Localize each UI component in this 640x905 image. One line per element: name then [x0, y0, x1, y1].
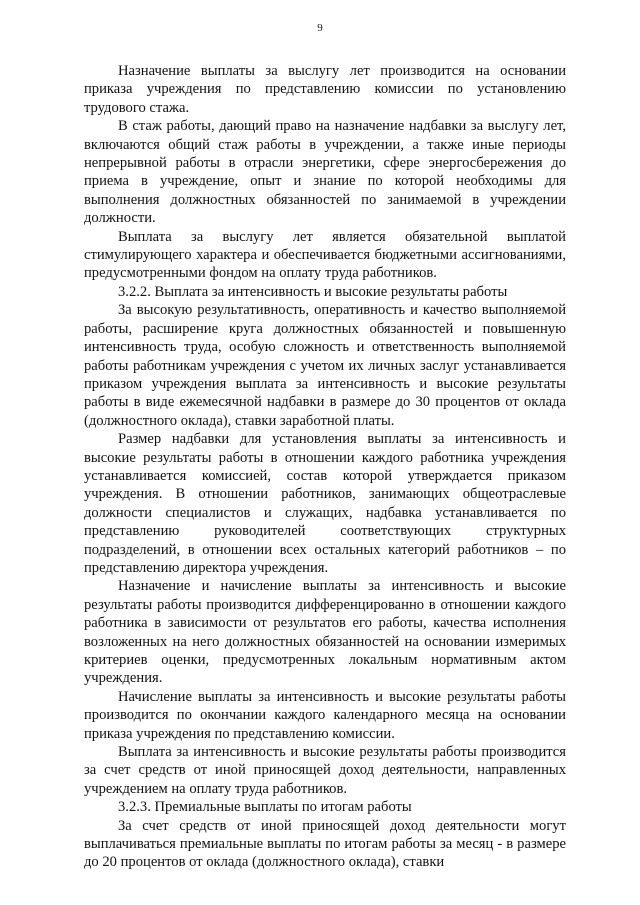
- document-body: [84, 62, 566, 872]
- paragraph: Назначение выплаты за выслугу лет производится на основании приказа учреждения по представлению комиссии по установлению трудового стажа.: [84, 63, 566, 116]
- paragraph: В стаж работы, дающий право на назначение надбавки за выслугу лет, включаются общий стаж работы в учреждении, а также иные периоды непрерывной работы в отрасли энергетики, сфере энергосбережения до приема в учреждение, опыт и знание по которой необходимы для выполнения должностных обязанностей по занимаемой в учреждении должности.: [84, 118, 566, 227]
- section-heading: 3.2.3. Премиальные выплаты по итогам работы: [118, 799, 412, 816]
- paragraph: Размер надбавки для установления выплаты за интенсивность и высокие результаты работы в отношении каждого работника учреждения устанавливается комиссией, состав которой утверждается приказом учреждения. В отношении работников, занимающих общеотраслевые должности специалистов и служащих, надбавка устанавливается по представлению руководителей соответствующих структурных подразделений, в отношении всех остальных категорий работников – по представлению директора учреждения.: [84, 431, 566, 576]
- paragraph: Назначение и начисление выплаты за интенсивность и высокие результаты работы производится дифференцированно в отношении каждого работника в зависимости от результатов его работы, качества исполнения возложенных на него должностных обязанностей на основании измеримых критериев оценки, предусмотренных локальным нормативным актом учреждения.: [84, 578, 566, 687]
- section-heading: 3.2.2. Выплата за интенсивность и высокие результаты работы: [118, 283, 508, 300]
- page-number: 9: [317, 22, 323, 34]
- paragraph: Выплата за выслугу лет является обязательной выплатой стимулирующего характера и обеспечивается бюджетными ассигнованиями, предусмотренными фондом на оплату труда работников.: [84, 228, 566, 282]
- paragraph: За высокую результативность, оперативность и качество выполняемой работы, расширение круга должностных обязанностей и повышенную интенсивность труда, особую сложность и ответственность выполняемой работы работникам учреждения с учетом их личных заслуг устанавливается приказом учреждения выплата за интенсивность и высокие результаты работы в виде ежемесячной надбавки в размере до 30 процентов от оклада (должностного оклада), ставки заработной платы.: [84, 302, 566, 429]
- paragraph: Выплата за интенсивность и высокие результаты работы производится за счет средств от иной приносящей доход деятельности, направленных учреждением на оплату труда работников.: [84, 744, 566, 797]
- paragraph: За счет средств от иной приносящей доход деятельности могут выплачиваться премиальные выплаты по итогам работы за месяц - в размере до 20 процентов от оклада (должностного оклада), ставки: [84, 817, 566, 871]
- paragraph: Начисление выплаты за интенсивность и высокие результаты работы производится по окончании каждого календарного месяца на основании приказа учреждения по представлению комиссии.: [84, 688, 566, 742]
